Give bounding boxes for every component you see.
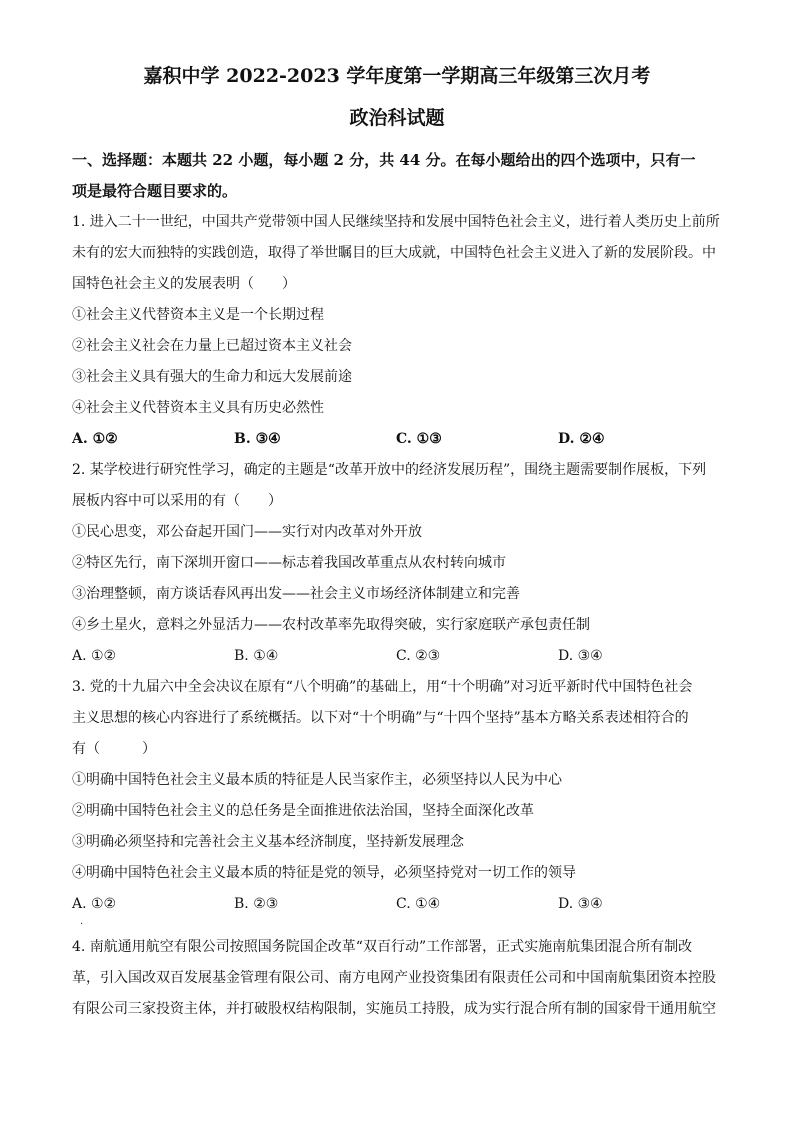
question-stem-line: 展板内容中可以采用的有（ ） [72, 493, 282, 509]
question-1 [72, 207, 722, 455]
question-4 [72, 932, 722, 1025]
choice-d: D. ②④ [558, 431, 605, 447]
option-statement: ②明确中国特色社会主义的总任务是全面推进依法治国，坚持全面深化改革 [72, 803, 534, 819]
section-heading-line: 一、选择题：本题共 22 小题，每小题 2 分，共 44 分。在每小题给出的四个选项中，只有一 [72, 151, 696, 169]
question-stem-line: 国特色社会主义的发展表明（ ） [72, 276, 296, 292]
exam-title: 嘉积中学 2022-2023 学年度第一学期高三年级第三次月考 [143, 65, 651, 87]
question-stem-line: 4. 南航通用航空有限公司按照国务院国企改革“双百行动”工作部署，正式实施南航集团混合所有制改 [72, 939, 693, 955]
choice-a: A. ①② [72, 896, 117, 912]
question-2 [72, 455, 722, 672]
exam-subtitle: 政治科试题 [349, 107, 445, 129]
section-heading-line: 项是最符合题目要求的。 [72, 182, 238, 200]
answer-choices [72, 641, 722, 672]
stray-mark: · [80, 919, 84, 930]
choice-a: A. ①② [72, 648, 117, 664]
option-statement: ④社会主义代替资本主义具有历史必然性 [72, 400, 324, 416]
answer-choices [72, 889, 722, 920]
choice-c: C. ①④ [396, 896, 441, 912]
option-statement: ②社会主义社会在力量上已超过资本主义社会 [72, 338, 352, 354]
option-statement: ②特区先行，南下深圳开窗口——标志着我国改革重点从农村转向城市 [72, 555, 506, 571]
choice-a: A. ①② [72, 431, 118, 447]
question-stem-line: 未有的宏大而独特的实践创造，取得了举世瞩目的巨大成就，中国特色社会主义进入了新的发展阶段。中 [72, 245, 716, 261]
option-statement: ④明确中国特色社会主义最本质的特征是党的领导，必须坚持党对一切工作的领导 [72, 865, 576, 881]
option-statement: ③明确必须坚持和完善社会主义基本经济制度，坚持新发展理念 [72, 834, 464, 850]
option-statement: ④乡土星火，意料之外显活力——农村改革率先取得突破，实行家庭联产承包责任制 [72, 617, 590, 633]
question-stem-line: 有限公司三家投资主体，并打破股权结构限制，实施员工持股，成为实行混合所有制的国家骨干通用航空 [72, 1001, 716, 1017]
question-3 [72, 672, 722, 928]
option-statement: ①民心思变，邓公奋起开国门——实行对内改革对外开放 [72, 524, 422, 540]
question-stem-line: 革，引入国改双百发展基金管理有限公司、南方电网产业投资集团有限责任公司和中国南航集团资本控股 [72, 970, 716, 986]
choice-b: B. ①④ [234, 648, 279, 664]
choice-b: B. ②③ [234, 896, 279, 912]
option-statement: ③社会主义具有强大的生命力和远大发展前途 [72, 369, 352, 385]
option-statement: ①社会主义代替资本主义是一个长期过程 [72, 307, 324, 323]
section-heading [72, 145, 722, 207]
answer-choices [72, 424, 722, 455]
option-statement: ①明确中国特色社会主义最本质的特征是人民当家作主，必须坚持以人民为中心 [72, 772, 562, 788]
question-stem-line: 有（ ） [72, 741, 156, 757]
question-stem-line: 1. 进入二十一世纪，中国共产党带领中国人民继续坚持和发展中国特色社会主义，进行着人类历史上前所 [72, 214, 720, 230]
choice-c: C. ②③ [396, 648, 441, 664]
choice-d: D. ③④ [558, 896, 603, 912]
choice-b: B. ③④ [234, 431, 281, 447]
option-statement: ③治理整顿，南方谈话春风再出发——社会主义市场经济体制建立和完善 [72, 586, 520, 602]
question-stem-line: 2. 某学校进行研究性学习，确定的主题是“改革开放中的经济发展历程”，围绕主题需要制作展板，下列 [72, 462, 707, 478]
choice-d: D. ③④ [558, 648, 603, 664]
question-stem-line: 3. 党的十九届六中全会决议在原有“八个明确”的基础上，用“十个明确”对习近平新时代中国特色社会 [72, 679, 693, 695]
question-stem-line: 主义思想的核心内容进行了系统概括。以下对“十个明确”与“十四个坚持”基本方略关系表述相符合的 [72, 710, 689, 726]
choice-c: C. ①③ [396, 431, 442, 447]
